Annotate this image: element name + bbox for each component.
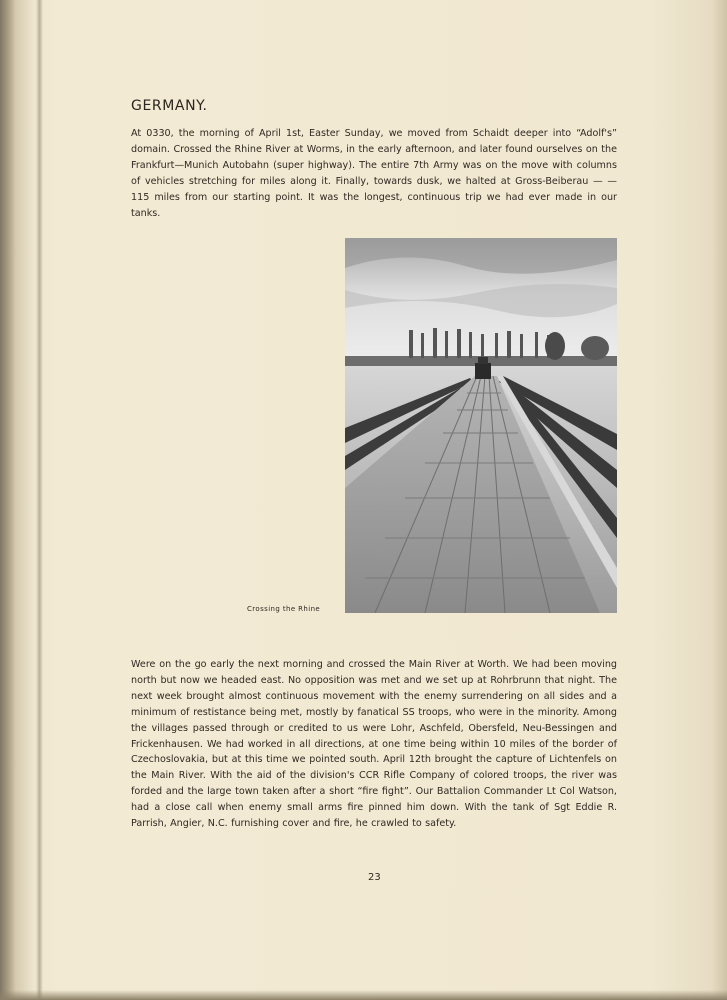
page-bottom-edge	[0, 990, 727, 1000]
book-spine-shadow	[36, 0, 43, 1000]
section-heading: GERMANY.	[131, 98, 208, 114]
paragraph-2: Were on the go early the next morning and crossed the Main River at Worth. We had been moving north but now we headed east. No opposition was met and we set up at Rohrbrunn that night. The next week brought almost continuous movement with the enemy surrendering on all sides and a minimum of restistance being met, mostly by fanatical SS troops, who were in the minority. Among the villages passed through or credited to us were Lohr, Aschfeld, Obersfeld, Neu-Bessingen and Frickenhausen. We had worked in all directions, at one time being within 10 miles of the border of Czechoslovakia, but at this time we pointed south. April 12th brought the capture of Lichtenfels on the Main River. With the aid of the division's CCR Rifle Company of colored troops, the river was forded and the large town taken after a short “fire fight”. Our Battalion Commander Lt Col Watson, had a close call when enemy small arms fire pinned him down. With the tank of Sgt Eddie R. Parrish, Angier, N.C. furnishing cover and fire, he crawled to safety.	[131, 659, 617, 830]
page-number: 23	[368, 872, 381, 883]
paragraph-1: At 0330, the morning of April 1st, Easter Sunday, we moved from Schaidt deeper into “Adolf's” domain. Crossed the Rhine River at Worms, in the early afternoon, and later found ourselves on the Frankfurt—Munich Autobahn (super highway). The entire 7th Army was on the move with columns of vehicles stretching for miles along it. Finally, towards dusk, we halted at Gross-Beiberau — — 115 miles from our starting point. It was the longest, continuous trip we had ever made in our tanks.	[131, 128, 617, 219]
bridge-photo	[345, 238, 617, 613]
photo-caption: Crossing the Rhine	[247, 605, 321, 613]
